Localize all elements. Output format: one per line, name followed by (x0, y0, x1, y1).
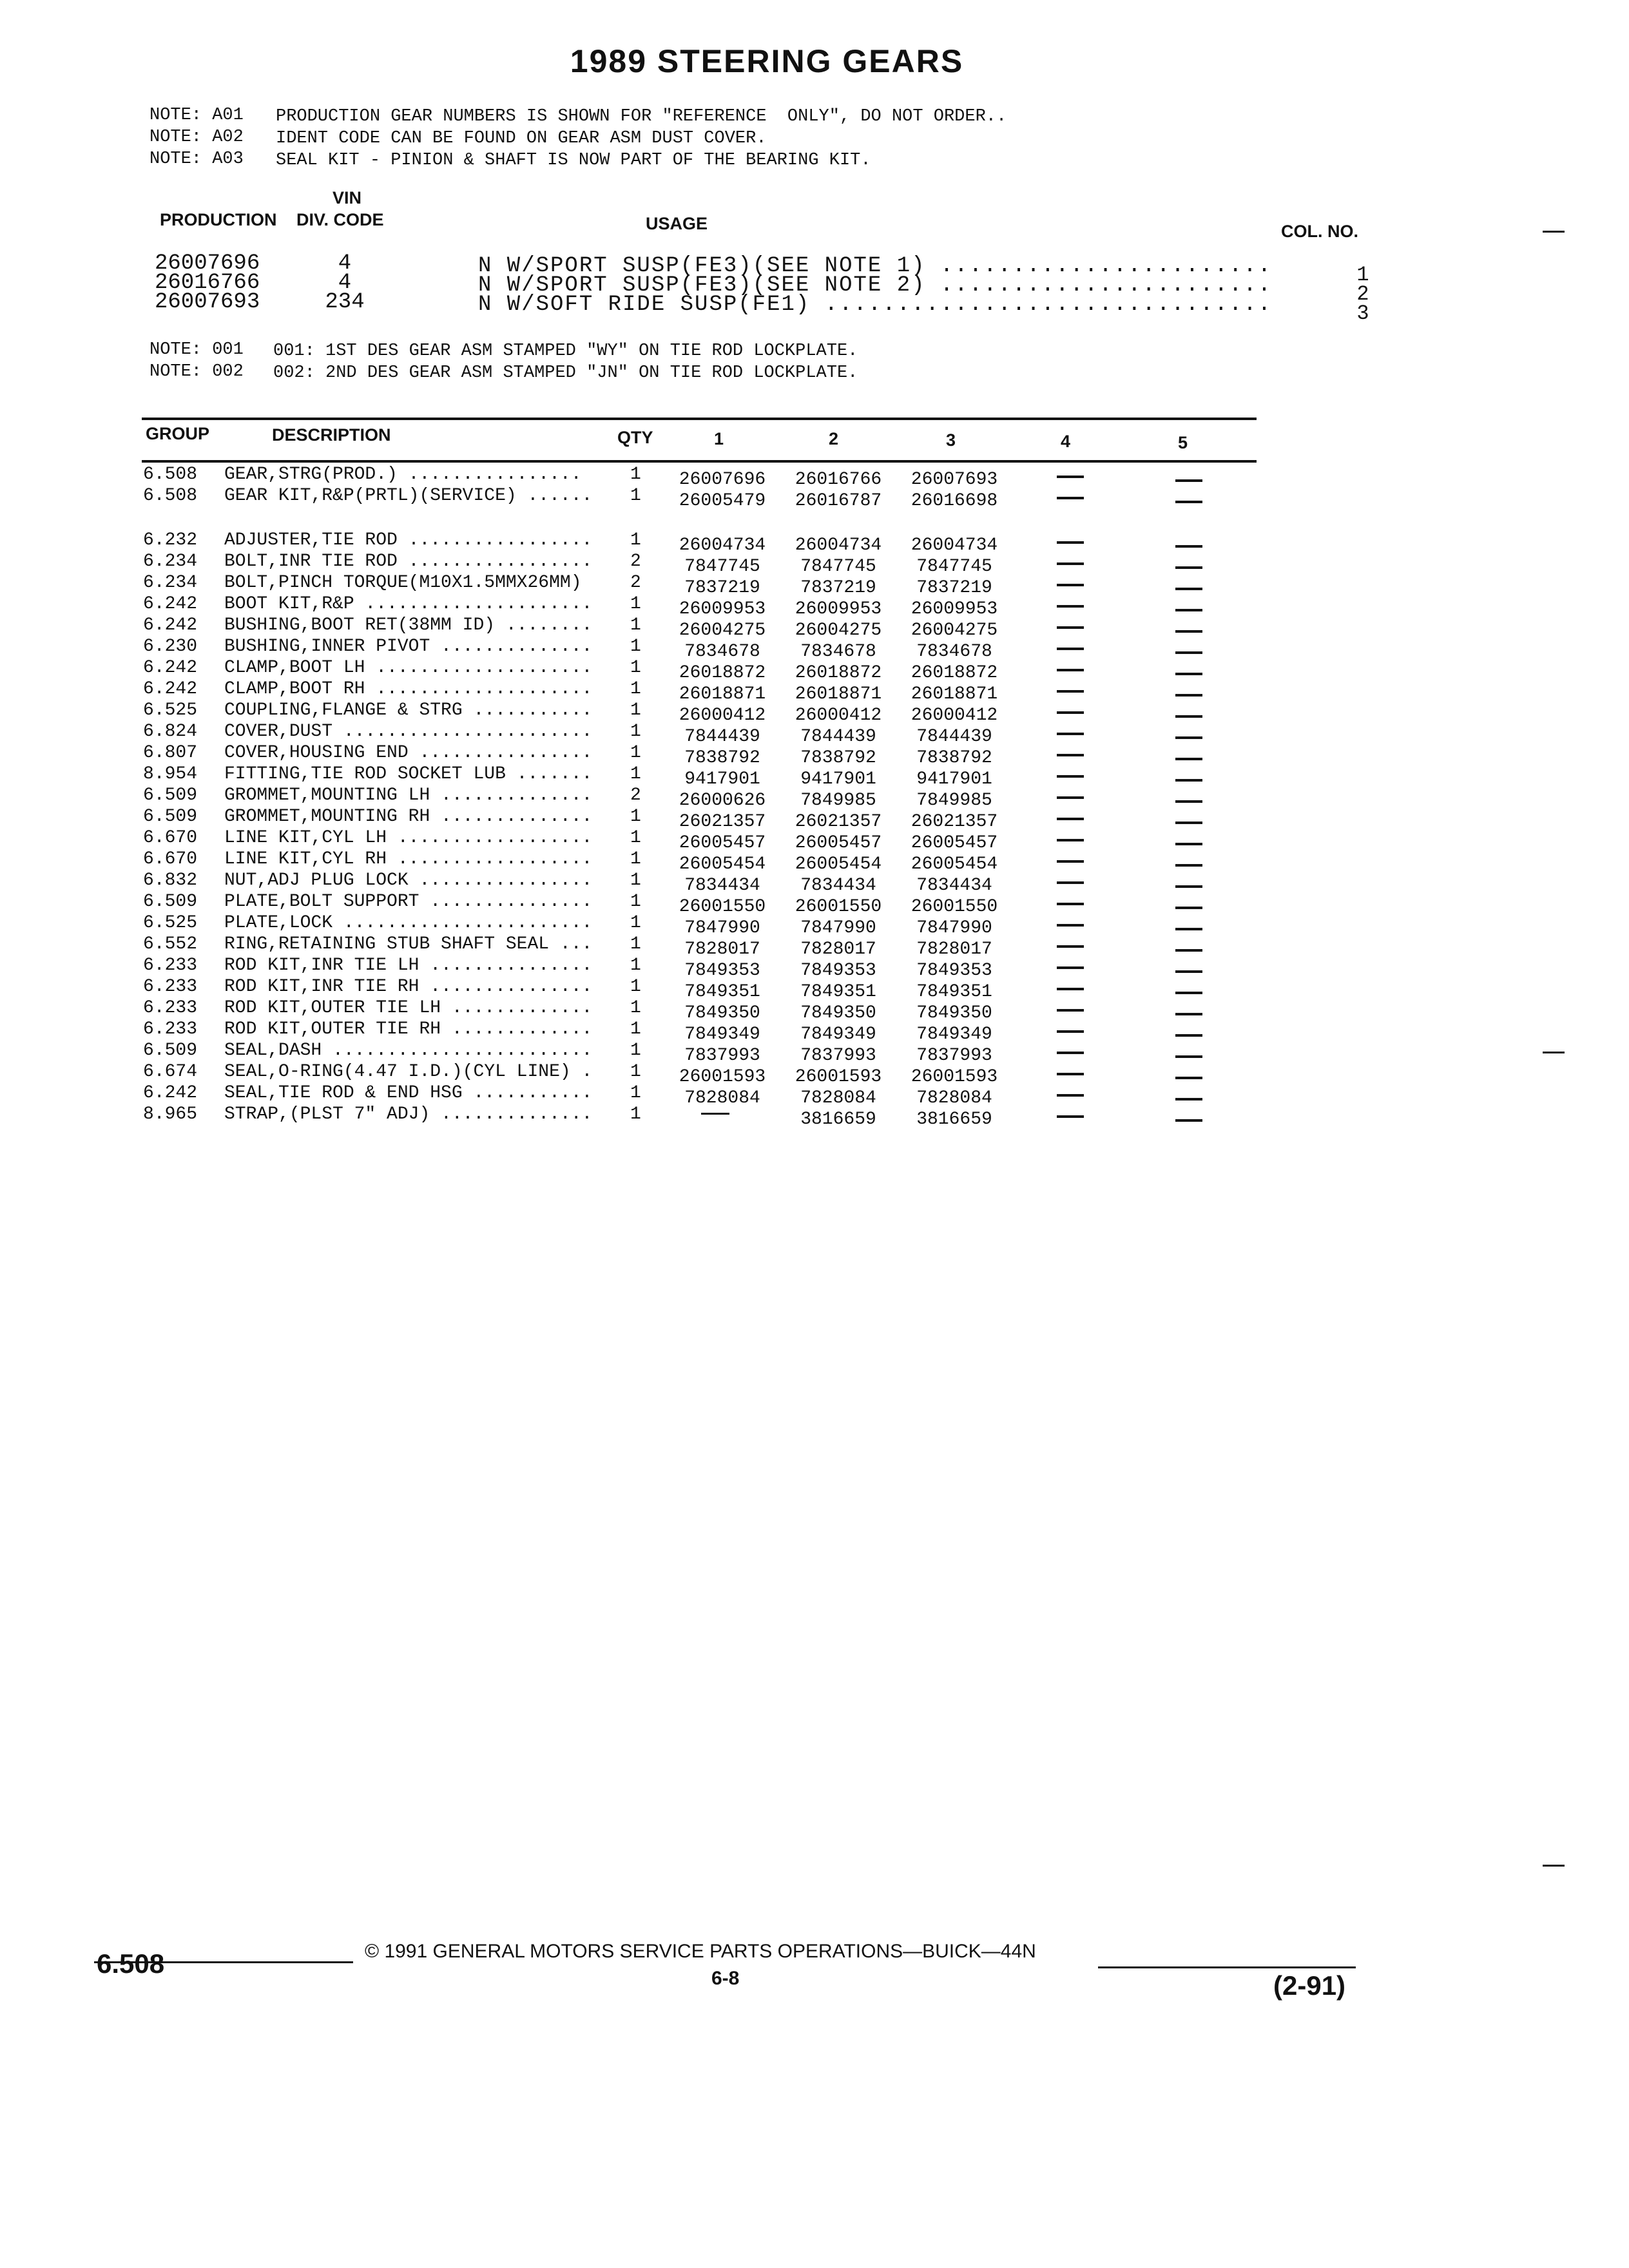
description-header: DESCRIPTION (272, 425, 391, 445)
part-number: 26004275 (795, 620, 882, 640)
part-group: 6.509 (143, 1041, 198, 1061)
part-group: 6.509 (143, 892, 198, 912)
empty-dash (1175, 928, 1202, 930)
empty-dash (1057, 1009, 1084, 1012)
empty-dash (1175, 1077, 1202, 1079)
part-number: 7834434 (684, 876, 760, 896)
part-group: 6.508 (143, 465, 198, 485)
part-number: 7834434 (800, 876, 876, 896)
part-qty: 1 (630, 530, 641, 550)
empty-dash (1057, 1073, 1084, 1075)
part-number: 26005457 (911, 833, 998, 853)
part-qty: 1 (630, 764, 641, 784)
part-number: 7828017 (916, 939, 992, 959)
part-description: BUSHING,BOOT RET(38MM ID) ........ (224, 615, 593, 635)
part-number: 26016766 (795, 470, 882, 490)
part-qty: 1 (630, 1041, 641, 1061)
part-number: 7847745 (916, 557, 992, 577)
part-number: 7849349 (916, 1024, 992, 1044)
usage-description: N W/SPORT SUSP(FE3)(SEE NOTE 2) ....................... (478, 273, 1273, 298)
note-label: NOTE: 001 (149, 340, 244, 360)
col-no-header: COL. NO. (1281, 222, 1358, 241)
part-group: 6.242 (143, 594, 198, 614)
part-number: 26018872 (795, 663, 882, 683)
part-qty: 1 (630, 934, 641, 954)
part-group: 6.234 (143, 552, 198, 572)
part-number: 7834678 (800, 642, 876, 662)
part-group: 6.242 (143, 658, 198, 678)
part-group: 6.233 (143, 1019, 198, 1039)
empty-dash (1057, 584, 1084, 586)
part-number: 26001550 (795, 897, 882, 917)
col1-header: 1 (714, 429, 724, 448)
page-title: 1989 STEERING GEARS (570, 43, 964, 79)
part-number: 7849353 (800, 961, 876, 981)
usage-description: N W/SPORT SUSP(FE3)(SEE NOTE 1) ....................... (478, 254, 1273, 278)
part-description: PLATE,LOCK ....................... (224, 913, 593, 933)
empty-dash (1175, 715, 1202, 718)
part-description: BUSHING,INNER PIVOT .............. (224, 637, 593, 657)
part-number: 7847990 (800, 918, 876, 938)
part-number: 26004734 (911, 535, 998, 555)
empty-dash (1175, 1055, 1202, 1058)
part-number: 7838792 (800, 748, 876, 768)
usage-col-no: 2 (1356, 282, 1369, 306)
margin-mark (1543, 231, 1565, 233)
part-group: 6.824 (143, 722, 198, 742)
col4-header: 4 (1061, 432, 1071, 451)
part-number: 26016787 (795, 491, 882, 511)
empty-dash (1175, 479, 1202, 482)
part-group: 6.509 (143, 807, 198, 827)
part-number: 26000412 (911, 706, 998, 726)
part-number: 26004275 (911, 620, 998, 640)
part-description: COVER,HOUSING END ................ (224, 743, 593, 763)
part-qty: 2 (630, 573, 641, 593)
part-description: BOLT,INR TIE ROD ................. (224, 552, 593, 572)
part-number: 7834678 (684, 642, 760, 662)
part-qty: 1 (630, 594, 641, 614)
part-number: 26001550 (679, 897, 766, 917)
usage-div-code: 4 (338, 251, 352, 276)
part-qty: 1 (630, 679, 641, 699)
empty-dash (1175, 630, 1202, 633)
part-number: 26021357 (795, 812, 882, 832)
part-number: 7844439 (684, 727, 760, 747)
part-qty: 1 (630, 1104, 641, 1124)
part-number: 7837219 (916, 578, 992, 598)
part-qty: 1 (630, 1019, 641, 1039)
empty-dash (1175, 545, 1202, 548)
usage-production: 26007696 (155, 251, 260, 276)
empty-dash (1057, 903, 1084, 905)
part-number: 7849349 (800, 1024, 876, 1044)
part-qty: 1 (630, 849, 641, 869)
part-group: 6.508 (143, 486, 198, 506)
note-text: SEAL KIT - PINION & SHAFT IS NOW PART OF THE BEARING KIT. (276, 151, 871, 170)
part-description: GROMMET,MOUNTING RH .............. (224, 807, 593, 827)
part-number: 7849350 (916, 1003, 992, 1023)
part-description: STRAP,(PLST 7" ADJ) .............. (224, 1104, 593, 1124)
footer-page-number: 6-8 (711, 1968, 740, 1989)
part-qty: 1 (630, 892, 641, 912)
part-number: 26018871 (911, 684, 998, 704)
empty-dash (1057, 690, 1084, 693)
empty-dash (1057, 988, 1084, 990)
part-description: ROD KIT,INR TIE LH ............... (224, 956, 593, 975)
part-description: BOLT,PINCH TORQUE(M10X1.5MMX26MM) (224, 573, 582, 593)
empty-dash (1057, 562, 1084, 565)
part-description: LINE KIT,CYL RH .................. (224, 849, 593, 869)
note-label: NOTE: A02 (149, 128, 244, 147)
part-description: SEAL,DASH ........................ (224, 1041, 593, 1061)
part-group: 6.807 (143, 743, 198, 763)
note-label: NOTE: 002 (149, 362, 244, 381)
part-qty: 1 (630, 700, 641, 720)
part-number: 7847990 (684, 918, 760, 938)
part-group: 6.832 (143, 870, 198, 890)
empty-dash (1057, 881, 1084, 884)
part-number: 26001593 (911, 1067, 998, 1087)
part-number: 7849350 (800, 1003, 876, 1023)
part-number: 26016698 (911, 491, 998, 511)
empty-dash (1057, 626, 1084, 629)
empty-dash (1057, 1094, 1084, 1097)
part-number: 7849353 (684, 961, 760, 981)
part-description: ROD KIT,OUTER TIE RH ............. (224, 1019, 593, 1039)
col5-header: 5 (1178, 433, 1188, 452)
empty-dash (1175, 501, 1202, 503)
part-number: 26009953 (679, 599, 766, 619)
part-number: 7847745 (800, 557, 876, 577)
part-number: 26001593 (679, 1067, 766, 1087)
part-number: 26005454 (911, 854, 998, 874)
part-number: 7849351 (800, 982, 876, 1002)
empty-dash (1175, 1098, 1202, 1100)
header-rule-bottom (142, 460, 1257, 463)
part-number: 3816659 (800, 1110, 876, 1129)
header-rule-top (142, 418, 1257, 420)
usage-header: USAGE (646, 214, 708, 233)
part-group: 8.954 (143, 764, 198, 784)
usage-div-code: 4 (338, 271, 352, 295)
part-number: 26004275 (679, 620, 766, 640)
empty-dash (1057, 796, 1084, 799)
empty-dash (1057, 541, 1084, 544)
empty-dash (1175, 885, 1202, 888)
part-number: 26007693 (911, 470, 998, 490)
note-label: NOTE: A01 (149, 106, 244, 125)
part-number: 7828084 (916, 1088, 992, 1108)
part-group: 6.233 (143, 956, 198, 975)
part-group: 6.233 (143, 998, 198, 1018)
part-number: 26005457 (795, 833, 882, 853)
empty-dash (1175, 1119, 1202, 1122)
usage-div-code: 234 (325, 290, 365, 314)
part-number: 26009953 (795, 599, 882, 619)
part-qty: 1 (630, 956, 641, 975)
part-group: 6.670 (143, 849, 198, 869)
part-qty: 2 (630, 785, 641, 805)
part-number: 7849351 (684, 982, 760, 1002)
margin-mark (1543, 1052, 1565, 1053)
part-description: RING,RETAINING STUB SHAFT SEAL ... (224, 934, 593, 954)
part-number: 7849350 (684, 1003, 760, 1023)
part-number: 7837993 (684, 1046, 760, 1066)
empty-dash (1175, 694, 1202, 697)
empty-dash (1057, 966, 1084, 969)
empty-dash (1057, 860, 1084, 863)
empty-dash (1057, 1030, 1084, 1033)
part-number: 26005457 (679, 833, 766, 853)
empty-dash (1175, 970, 1202, 973)
qty-header: QTY (617, 428, 653, 447)
part-number: 7834434 (916, 876, 992, 896)
empty-dash (1175, 736, 1202, 739)
part-qty: 1 (630, 913, 641, 933)
vin-header: VIN (333, 188, 362, 207)
part-qty: 1 (630, 807, 641, 827)
usage-col-no: 3 (1356, 302, 1369, 325)
part-group: 6.234 (143, 573, 198, 593)
part-number: 7849985 (800, 791, 876, 811)
part-number: 26000626 (679, 791, 766, 811)
footer-rule-right (1098, 1966, 1356, 1968)
part-number: 26018872 (911, 663, 998, 683)
part-number: 7849353 (916, 961, 992, 981)
empty-dash (1057, 648, 1084, 650)
usage-description: N W/SOFT RIDE SUSP(FE1) ............................... (478, 293, 1273, 317)
part-number: 26000412 (795, 706, 882, 726)
part-number: 26021357 (679, 812, 766, 832)
note-text: IDENT CODE CAN BE FOUND ON GEAR ASM DUST COVER. (276, 129, 767, 148)
part-qty: 1 (630, 998, 641, 1018)
empty-dash (1057, 945, 1084, 948)
part-number: 9417901 (916, 769, 992, 789)
part-qty: 1 (630, 615, 641, 635)
footer-date: (2-91) (1273, 1970, 1346, 2001)
part-number: 26021357 (911, 812, 998, 832)
part-number: 26009953 (911, 599, 998, 619)
usage-production: 26007693 (155, 290, 260, 314)
part-description: FITTING,TIE ROD SOCKET LUB ....... (224, 764, 593, 784)
empty-dash (1175, 992, 1202, 994)
empty-dash (1175, 1013, 1202, 1015)
empty-dash (1175, 907, 1202, 909)
part-group: 6.242 (143, 679, 198, 699)
part-group: 6.525 (143, 913, 198, 933)
part-description: LINE KIT,CYL LH .................. (224, 828, 593, 848)
part-number: 7828017 (684, 939, 760, 959)
part-number: 26005479 (679, 491, 766, 511)
part-number: 26001550 (911, 897, 998, 917)
part-description: CLAMP,BOOT LH .................... (224, 658, 593, 678)
part-number: 26018872 (679, 663, 766, 683)
part-qty: 1 (630, 637, 641, 657)
margin-mark (1543, 1865, 1565, 1867)
part-number: 26000412 (679, 706, 766, 726)
empty-dash (1175, 566, 1202, 569)
part-group: 6.674 (143, 1062, 198, 1082)
empty-dash (1057, 924, 1084, 927)
part-number: 7847990 (916, 918, 992, 938)
part-number: 26005454 (679, 854, 766, 874)
empty-dash (1175, 1034, 1202, 1037)
empty-dash (1057, 818, 1084, 820)
part-group: 6.230 (143, 637, 198, 657)
note-text: 002: 2ND DES GEAR ASM STAMPED "JN" ON TIE ROD LOCKPLATE. (273, 363, 858, 383)
empty-dash (1057, 669, 1084, 671)
part-qty: 1 (630, 870, 641, 890)
empty-dash (1175, 609, 1202, 611)
part-number: 7844439 (916, 727, 992, 747)
part-number: 7849351 (916, 982, 992, 1002)
part-number: 7828017 (800, 939, 876, 959)
footer-section: 6.508 (97, 1948, 165, 1979)
col2-header: 2 (829, 429, 839, 448)
part-number: 7849985 (916, 791, 992, 811)
empty-dash (1057, 711, 1084, 714)
col3-header: 3 (946, 430, 956, 450)
empty-dash (1175, 843, 1202, 845)
part-number: 26018871 (795, 684, 882, 704)
part-number: 7837219 (800, 578, 876, 598)
empty-dash (1057, 497, 1084, 499)
part-description: CLAMP,BOOT RH .................... (224, 679, 593, 699)
part-group: 6.509 (143, 785, 198, 805)
part-group: 6.242 (143, 615, 198, 635)
part-number: 7837993 (800, 1046, 876, 1066)
empty-dash (1057, 754, 1084, 756)
part-number: 7844439 (800, 727, 876, 747)
part-description: GEAR,STRG(PROD.) ................ (224, 465, 582, 485)
part-group: 6.525 (143, 700, 198, 720)
part-description: GROMMET,MOUNTING LH .............. (224, 785, 593, 805)
part-number: 7828084 (800, 1088, 876, 1108)
empty-dash (1175, 822, 1202, 824)
part-number: 9417901 (684, 769, 760, 789)
part-description: ADJUSTER,TIE ROD ................. (224, 530, 593, 550)
part-number: 7838792 (916, 748, 992, 768)
div-code-header: DIV. CODE (296, 210, 384, 229)
part-number: 26004734 (679, 535, 766, 555)
empty-dash (1057, 839, 1084, 841)
part-group: 6.242 (143, 1083, 198, 1103)
part-description: GEAR KIT,R&P(PRTL)(SERVICE) ...... (224, 486, 593, 506)
part-number: 7828084 (684, 1088, 760, 1108)
part-qty: 1 (630, 722, 641, 742)
empty-dash (1057, 476, 1084, 478)
usage-col-no: 1 (1356, 263, 1369, 287)
part-description: ROD KIT,OUTER TIE LH ............. (224, 998, 593, 1018)
note-label: NOTE: A03 (149, 149, 244, 169)
empty-dash (1175, 800, 1202, 803)
empty-dash (1057, 1052, 1084, 1054)
part-qty: 1 (630, 658, 641, 678)
part-qty: 1 (630, 1083, 641, 1103)
empty-dash (1057, 605, 1084, 608)
group-header: GROUP (146, 424, 210, 443)
empty-dash (1057, 775, 1084, 778)
note-text: 001: 1ST DES GEAR ASM STAMPED "WY" ON TIE ROD LOCKPLATE. (273, 341, 858, 361)
empty-dash (1057, 1115, 1084, 1118)
empty-dash (1175, 758, 1202, 760)
part-number: 26007696 (679, 470, 766, 490)
note-text: PRODUCTION GEAR NUMBERS IS SHOWN FOR "REFERENCE ONLY", DO NOT ORDER.. (276, 107, 1007, 126)
part-description: NUT,ADJ PLUG LOCK ................ (224, 870, 593, 890)
part-number: 7837993 (916, 1046, 992, 1066)
part-group: 6.233 (143, 977, 198, 997)
empty-dash (1175, 673, 1202, 675)
footer-copyright: © 1991 GENERAL MOTORS SERVICE PARTS OPERATIONS—BUICK—44N (365, 1941, 1036, 1962)
part-group: 6.670 (143, 828, 198, 848)
part-number: 26001593 (795, 1067, 882, 1087)
part-number: 26004734 (795, 535, 882, 555)
empty-dash (1175, 588, 1202, 590)
part-qty: 2 (630, 552, 641, 572)
part-description: PLATE,BOLT SUPPORT ............... (224, 892, 593, 912)
part-qty: 1 (630, 828, 641, 848)
part-qty: 1 (630, 465, 641, 485)
part-group: 6.232 (143, 530, 198, 550)
part-number: 26005454 (795, 854, 882, 874)
part-description: ROD KIT,INR TIE RH ............... (224, 977, 593, 997)
empty-dash (1175, 949, 1202, 952)
part-number: 7834678 (916, 642, 992, 662)
part-number: 26018871 (679, 684, 766, 704)
production-header: PRODUCTION (160, 210, 277, 229)
part-number: 7849349 (684, 1024, 760, 1044)
part-qty: 1 (630, 743, 641, 763)
part-number: 3816659 (916, 1110, 992, 1129)
empty-dash (1175, 651, 1202, 654)
part-qty: 1 (630, 1062, 641, 1082)
part-group: 6.552 (143, 934, 198, 954)
part-description: COUPLING,FLANGE & STRG ........... (224, 700, 593, 720)
part-number: 7838792 (684, 748, 760, 768)
empty-dash (701, 1113, 729, 1115)
part-number: 9417901 (800, 769, 876, 789)
part-number: 7847745 (684, 557, 760, 577)
part-number: 7837219 (684, 578, 760, 598)
part-qty: 1 (630, 977, 641, 997)
part-group: 8.965 (143, 1104, 198, 1124)
empty-dash (1175, 864, 1202, 867)
part-description: SEAL,O-RING(4.47 I.D.)(CYL LINE) . (224, 1062, 593, 1082)
empty-dash (1175, 779, 1202, 782)
part-qty: 1 (630, 486, 641, 506)
empty-dash (1057, 733, 1084, 735)
part-description: COVER,DUST ....................... (224, 722, 593, 742)
part-description: SEAL,TIE ROD & END HSG ........... (224, 1083, 593, 1103)
usage-production: 26016766 (155, 271, 260, 295)
part-description: BOOT KIT,R&P ..................... (224, 594, 593, 614)
